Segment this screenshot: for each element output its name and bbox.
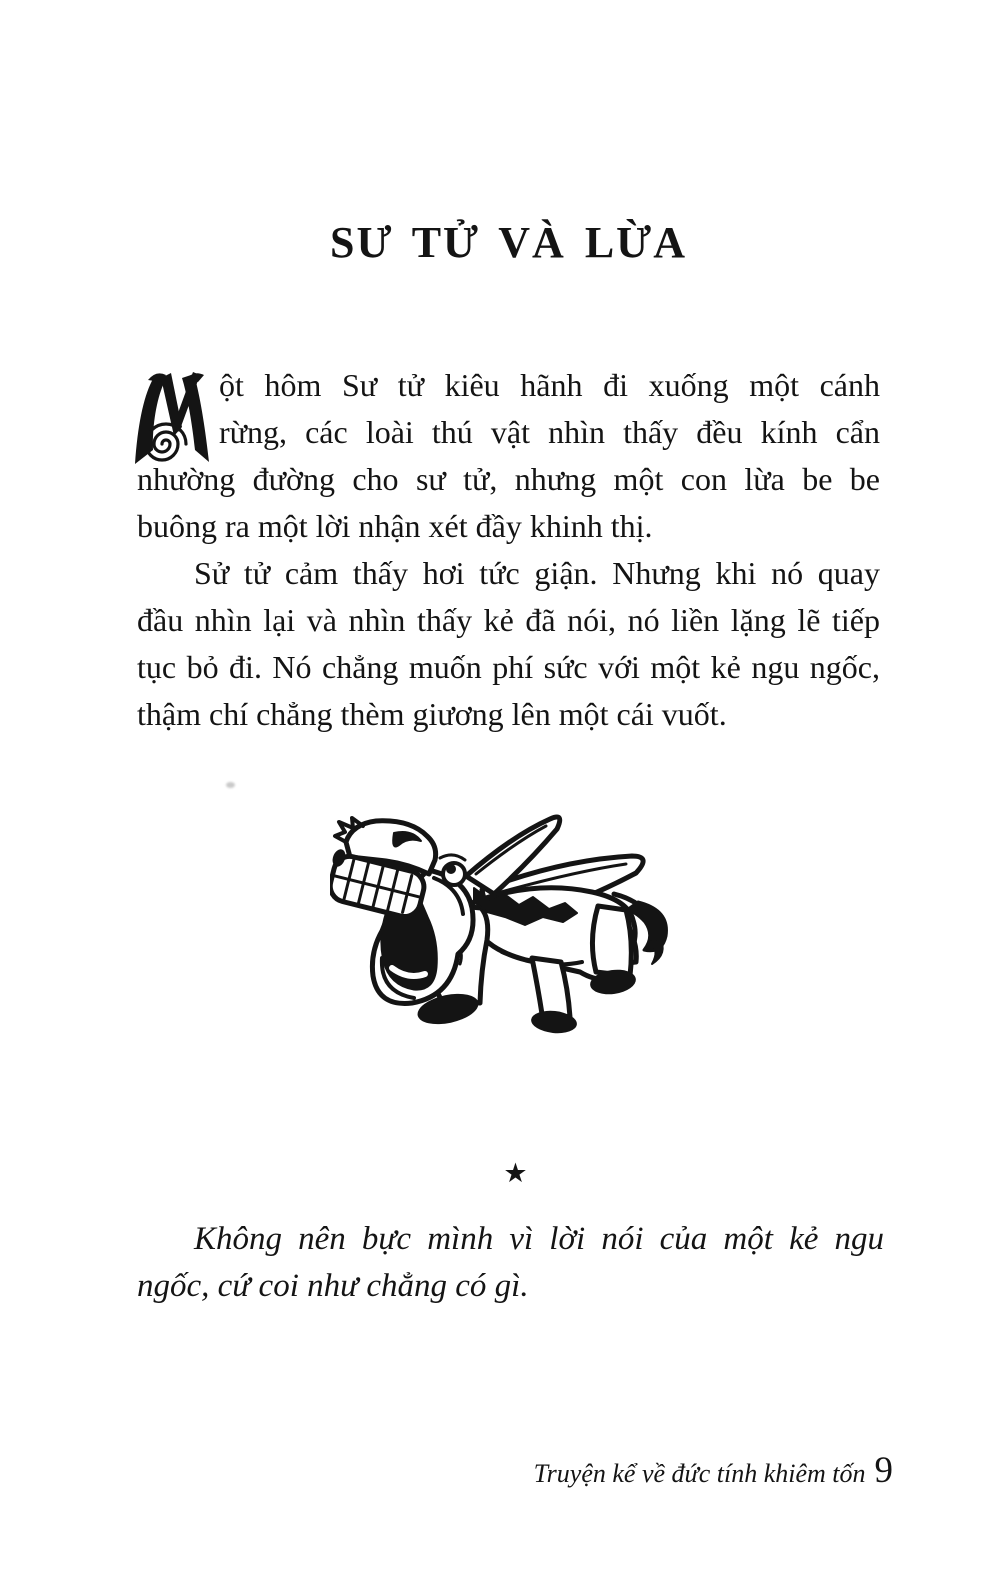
- moral-line: ngốc, cứ coi như chẳng có gì.: [137, 1268, 529, 1304]
- braying-donkey-illustration: [330, 812, 680, 1042]
- story-line: thậm chí chẳng thèm giương lên một cái vuốt.: [137, 696, 727, 732]
- story-line: Sử tử cảm thấy hơi tức giận. Nhưng khi nó quay: [194, 555, 880, 591]
- footer-page-number: 9: [874, 1450, 893, 1491]
- star-divider-icon: ★: [503, 1158, 528, 1188]
- page-title: SƯ TỬ VÀ LỪA: [330, 218, 687, 267]
- story-line: nhường đường cho sư tử, nhưng một con lừa be be: [137, 461, 880, 497]
- story-line: tục bỏ đi. Nó chẳng muốn phí sức với một kẻ ngu ngốc,: [137, 649, 880, 685]
- story-line: rừng, các loài thú vật nhìn thấy đều kính cẩn: [219, 414, 880, 450]
- story-line: buông ra một lời nhận xét đầy khinh thị.: [137, 508, 653, 544]
- story-text: [137, 362, 880, 738]
- print-speck: [226, 782, 235, 788]
- story-line: ột hôm Sư tử kiêu hãnh đi xuống một cánh: [219, 367, 880, 403]
- moral-line: Không nên bực mình vì lời nói của một kẻ ngu: [194, 1221, 884, 1257]
- page-footer: [534, 1450, 893, 1495]
- footer-book-title: Truyện kể về đức tính khiêm tốn: [533, 1459, 866, 1488]
- story-line: đầu nhìn lại và nhìn thấy kẻ đã nói, nó liền lặng lẽ tiếp: [137, 602, 880, 638]
- moral-text: [137, 1216, 884, 1310]
